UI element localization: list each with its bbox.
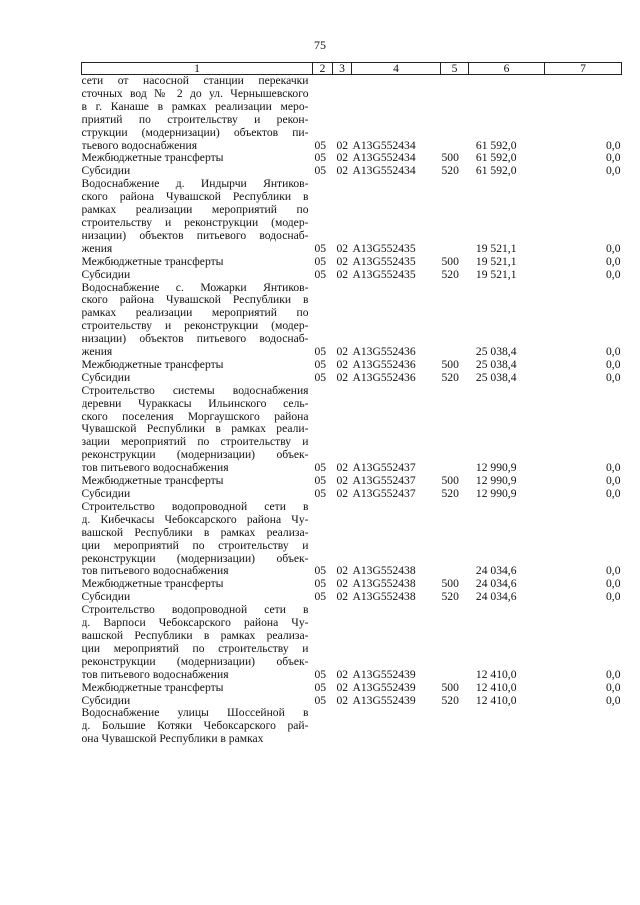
target-article-code: А13G552438	[352, 564, 416, 578]
expense-type-code: 500	[441, 255, 459, 268]
subsection-code: 02	[336, 475, 349, 488]
table-row	[82, 604, 622, 681]
amount-col7: 0,0	[606, 475, 621, 488]
subsection-code	[333, 707, 352, 746]
table-row	[82, 269, 622, 282]
expense-type-code: 500	[441, 152, 459, 165]
amount-col7: 0,0	[606, 667, 621, 681]
row-name-line: ского района Чувашской Республики в	[81, 293, 309, 307]
section-code: 05	[314, 488, 327, 500]
row-name	[82, 475, 313, 488]
target-article-code: А13G552436	[352, 345, 416, 359]
row-name-line: Строительство системы водоснабжения	[81, 384, 309, 397]
row-name-line: Субсидии	[81, 591, 131, 604]
row-name-line: строительству и реконструкции (модер-	[81, 319, 309, 333]
table-row	[82, 682, 622, 695]
row-name	[82, 372, 313, 385]
row-name-line: тов питьевого водоснабжения	[81, 564, 229, 578]
table-row	[82, 501, 622, 578]
amount-col6: 19 521,1	[475, 268, 517, 281]
row-name	[82, 385, 313, 475]
amount-col6: 12 410,0	[475, 667, 517, 681]
expense-type-code: 500	[441, 681, 459, 694]
row-name	[82, 695, 313, 708]
section-code: 05	[314, 165, 327, 178]
row-name-line: тов питьевого водоснабжения	[81, 461, 229, 475]
amount-col7: 0,0	[606, 138, 621, 152]
target-article-code: А13G552439	[352, 681, 416, 694]
row-name-line: Межбюджетные трансферты	[81, 475, 224, 488]
target-article-code: А13G552435	[352, 255, 416, 268]
amount-col6	[469, 707, 545, 746]
subsection-code: 02	[336, 681, 349, 694]
expense-type-code	[441, 604, 469, 681]
amount-col6: 24 034,6	[475, 591, 517, 604]
target-article-code: А13G552434	[352, 152, 416, 165]
target-article-code: А13G552439	[352, 667, 416, 681]
expense-type-code: 500	[441, 475, 459, 488]
section-code: 05	[314, 461, 327, 475]
amount-col7: 0,0	[606, 681, 621, 694]
target-article-code: А13G552434	[352, 165, 416, 178]
subsection-code: 02	[336, 345, 349, 359]
section-code	[313, 707, 333, 746]
target-article-code: А13G552438	[352, 578, 416, 591]
row-name-line: жения	[81, 345, 113, 359]
row-name-line: реконструкции (модернизации) объек-	[81, 448, 309, 462]
column-header: 7	[545, 63, 622, 75]
row-name-line: она Чувашской Республики в рамках	[81, 732, 264, 746]
subsection-code: 02	[336, 578, 349, 591]
row-name-line: тьевого водоснабжения	[81, 138, 198, 152]
table-row	[82, 385, 622, 475]
row-name-line: д. Варпоси Чебоксарского района Чу-	[81, 616, 309, 630]
target-article-code: А13G552436	[352, 371, 416, 384]
row-name-line: Межбюджетные трансферты	[81, 152, 224, 165]
expense-type-code: 520	[441, 165, 459, 178]
subsection-code: 02	[336, 165, 349, 178]
table-row	[82, 165, 622, 178]
table-row	[82, 475, 622, 488]
row-name-line: Водоснабжение улицы Шоссейной в	[81, 707, 309, 720]
subsection-code: 02	[336, 255, 349, 268]
section-code: 05	[314, 268, 327, 281]
row-name	[82, 682, 313, 695]
subsection-code: 02	[336, 268, 349, 281]
target-article-code: А13G552438	[352, 591, 416, 604]
row-name-line: вашской Республики в рамках реализа-	[81, 525, 309, 539]
amount-col7: 0,0	[606, 591, 621, 604]
row-name-line: реконструкции (модернизации) объек-	[81, 551, 309, 565]
section-code: 05	[314, 241, 327, 255]
row-name-line: низации) объектов питьевого водоснаб-	[81, 332, 309, 346]
amount-col6: 25 038,4	[475, 345, 517, 359]
table-row	[82, 178, 622, 255]
row-name-line: Межбюджетные трансферты	[81, 255, 224, 268]
row-name-line: сточных вод № 2 до ул. Чернышевского	[81, 86, 309, 100]
table-row	[82, 707, 622, 746]
row-name-line: ского поселения Моргаушского района	[81, 409, 309, 423]
row-name-line: Субсидии	[81, 165, 131, 178]
amount-col7: 0,0	[606, 241, 621, 255]
section-code: 05	[314, 578, 327, 591]
row-name-line: рамках реализации мероприятий по	[81, 306, 309, 320]
table-row	[82, 372, 622, 385]
subsection-code: 02	[336, 152, 349, 165]
row-name-line: Межбюджетные трансферты	[81, 578, 224, 591]
column-header: 5	[441, 63, 469, 75]
row-name-line: Межбюджетные трансферты	[81, 681, 224, 694]
table-header-row	[82, 63, 622, 75]
section-code: 05	[314, 358, 327, 371]
row-name-line: сети от насосной станции перекачки	[81, 74, 309, 87]
target-article-code: А13G552437	[352, 488, 416, 500]
expense-type-code: 520	[441, 591, 459, 604]
expense-type-code	[441, 385, 469, 475]
amount-col7: 0,0	[606, 371, 621, 384]
column-header: 1	[82, 63, 313, 75]
row-name	[82, 282, 313, 359]
expense-type-code: 520	[441, 371, 459, 384]
table-row	[82, 591, 622, 604]
subsection-code: 02	[336, 461, 349, 475]
amount-col6: 25 038,4	[475, 358, 517, 371]
row-name-line: Строительство водопроводной сети в	[81, 604, 309, 617]
amount-col6: 61 592,0	[475, 152, 517, 165]
row-name	[82, 501, 313, 578]
amount-col6: 61 592,0	[475, 165, 517, 178]
table-row	[82, 695, 622, 708]
table-row	[82, 256, 622, 269]
subsection-code: 02	[336, 564, 349, 578]
expense-type-code	[441, 501, 469, 578]
row-name	[82, 707, 313, 746]
amount-col6: 19 521,1	[475, 241, 517, 255]
expense-type-code: 500	[441, 578, 459, 591]
section-code: 05	[314, 694, 327, 707]
table-row	[82, 578, 622, 591]
section-code: 05	[314, 152, 327, 165]
row-name	[82, 165, 313, 178]
amount-col6: 61 592,0	[475, 138, 517, 152]
amount-col6: 25 038,4	[475, 371, 517, 384]
expense-type-code: 520	[441, 488, 459, 500]
section-code: 05	[314, 591, 327, 604]
row-name-line: Субсидии	[81, 268, 131, 281]
amount-col7: 0,0	[606, 268, 621, 281]
row-name	[82, 359, 313, 372]
expense-type-code: 500	[441, 358, 459, 371]
row-name-line: ции мероприятий по строительству и	[81, 641, 309, 655]
row-name-line: Субсидии	[81, 371, 131, 384]
column-header: 6	[469, 63, 545, 75]
target-article-code: А13G552436	[352, 358, 416, 371]
target-article-code: А13G552439	[352, 694, 416, 707]
subsection-code: 02	[336, 138, 349, 152]
row-name	[82, 269, 313, 282]
amount-col7: 0,0	[606, 152, 621, 165]
target-article-code: А13G552437	[352, 461, 416, 475]
amount-col7: 0,0	[606, 165, 621, 178]
amount-col7: 0,0	[606, 694, 621, 707]
expense-type-code: 520	[441, 694, 459, 707]
subsection-code: 02	[336, 591, 349, 604]
row-name	[82, 256, 313, 269]
row-name-line: низации) объектов питьевого водоснаб-	[81, 228, 309, 242]
expense-type-code	[441, 282, 469, 359]
target-article-code: А13G552434	[352, 138, 416, 152]
table-row	[82, 152, 622, 165]
row-name-line: приятий по строительству и рекон-	[81, 112, 309, 126]
section-code: 05	[314, 564, 327, 578]
row-name-line: тов питьевого водоснабжения	[81, 667, 229, 681]
expense-type-code	[441, 75, 469, 153]
row-name-line: жения	[81, 241, 113, 255]
target-article-code	[352, 707, 441, 746]
amount-col6: 24 034,6	[475, 564, 517, 578]
row-name-line: Субсидии	[81, 488, 131, 500]
subsection-code: 02	[336, 241, 349, 255]
row-name	[82, 178, 313, 255]
column-header: 4	[352, 63, 441, 75]
amount-col7: 0,0	[606, 564, 621, 578]
row-name-line: вашской Республики в рамках реализа-	[81, 628, 309, 642]
expense-type-code: 520	[441, 268, 459, 281]
section-code: 05	[314, 667, 327, 681]
row-name-line: ции мероприятий по строительству и	[81, 538, 309, 552]
amount-col6: 19 521,1	[475, 255, 517, 268]
table-row	[82, 359, 622, 372]
amount-col7: 0,0	[606, 488, 621, 500]
target-article-code: А13G552437	[352, 475, 416, 488]
amount-col7: 0,0	[606, 461, 621, 475]
amount-col6: 24 034,6	[475, 578, 517, 591]
row-name-line: реконструкции (модернизации) объек-	[81, 654, 309, 668]
row-name	[82, 75, 313, 153]
subsection-code: 02	[336, 488, 349, 500]
row-name-line: рамках реализации мероприятий по	[81, 203, 309, 217]
row-name	[82, 488, 313, 501]
row-name-line: Строительство водопроводной сети в	[81, 500, 309, 513]
target-article-code: А13G552435	[352, 241, 416, 255]
row-name-line: в г. Канаше в рамках реализации меро-	[81, 99, 309, 113]
column-header: 2	[313, 63, 333, 75]
amount-col7: 0,0	[606, 578, 621, 591]
section-code: 05	[314, 475, 327, 488]
column-header: 3	[333, 63, 352, 75]
table-row	[82, 75, 622, 153]
row-name	[82, 578, 313, 591]
section-code: 05	[314, 371, 327, 384]
row-name-line: деревни Чураккасы Ильинского сель-	[81, 396, 309, 410]
amount-col7: 0,0	[606, 255, 621, 268]
table-row	[82, 488, 622, 501]
row-name-line: д. Большие Котяки Чебоксарского рай-	[81, 719, 309, 733]
row-name-line: зации мероприятий по строительству и	[81, 435, 309, 449]
row-name-line: строительству и реконструкции (модер-	[81, 215, 309, 229]
amount-col6: 12 990,9	[475, 488, 517, 500]
page-number: 75	[314, 38, 326, 52]
amount-col6: 12 990,9	[475, 461, 517, 475]
amount-col7	[545, 707, 622, 746]
row-name-line: д. Кибечкасы Чебоксарского района Чу-	[81, 512, 309, 526]
row-name	[82, 152, 313, 165]
amount-col6: 12 410,0	[475, 694, 517, 707]
amount-col6: 12 990,9	[475, 475, 517, 488]
target-article-code: А13G552435	[352, 268, 416, 281]
expense-type-code	[441, 707, 469, 746]
section-code: 05	[314, 255, 327, 268]
subsection-code: 02	[336, 358, 349, 371]
table-row	[82, 282, 622, 359]
row-name-line: Чувашской Республики в рамках реали-	[81, 422, 309, 436]
amount-col7: 0,0	[606, 345, 621, 359]
row-name-line: струкции (модернизации) объектов пи-	[81, 125, 309, 139]
subsection-code: 02	[336, 667, 349, 681]
row-name	[82, 604, 313, 681]
budget-table	[81, 62, 622, 746]
amount-col6: 12 410,0	[475, 681, 517, 694]
expense-type-code	[441, 178, 469, 255]
row-name	[82, 591, 313, 604]
row-name-line: Водоснабжение с. Можарки Янтиков-	[81, 281, 309, 294]
section-code: 05	[314, 681, 327, 694]
section-code: 05	[314, 138, 327, 152]
row-name-line: Водоснабжение д. Индырчи Янтиков-	[81, 178, 309, 191]
row-name-line: Субсидии	[81, 694, 131, 707]
amount-col7: 0,0	[606, 358, 621, 371]
subsection-code: 02	[336, 371, 349, 384]
row-name-line: Межбюджетные трансферты	[81, 358, 224, 371]
row-name-line: ского района Чувашской Республики в	[81, 190, 309, 204]
section-code: 05	[314, 345, 327, 359]
subsection-code: 02	[336, 694, 349, 707]
